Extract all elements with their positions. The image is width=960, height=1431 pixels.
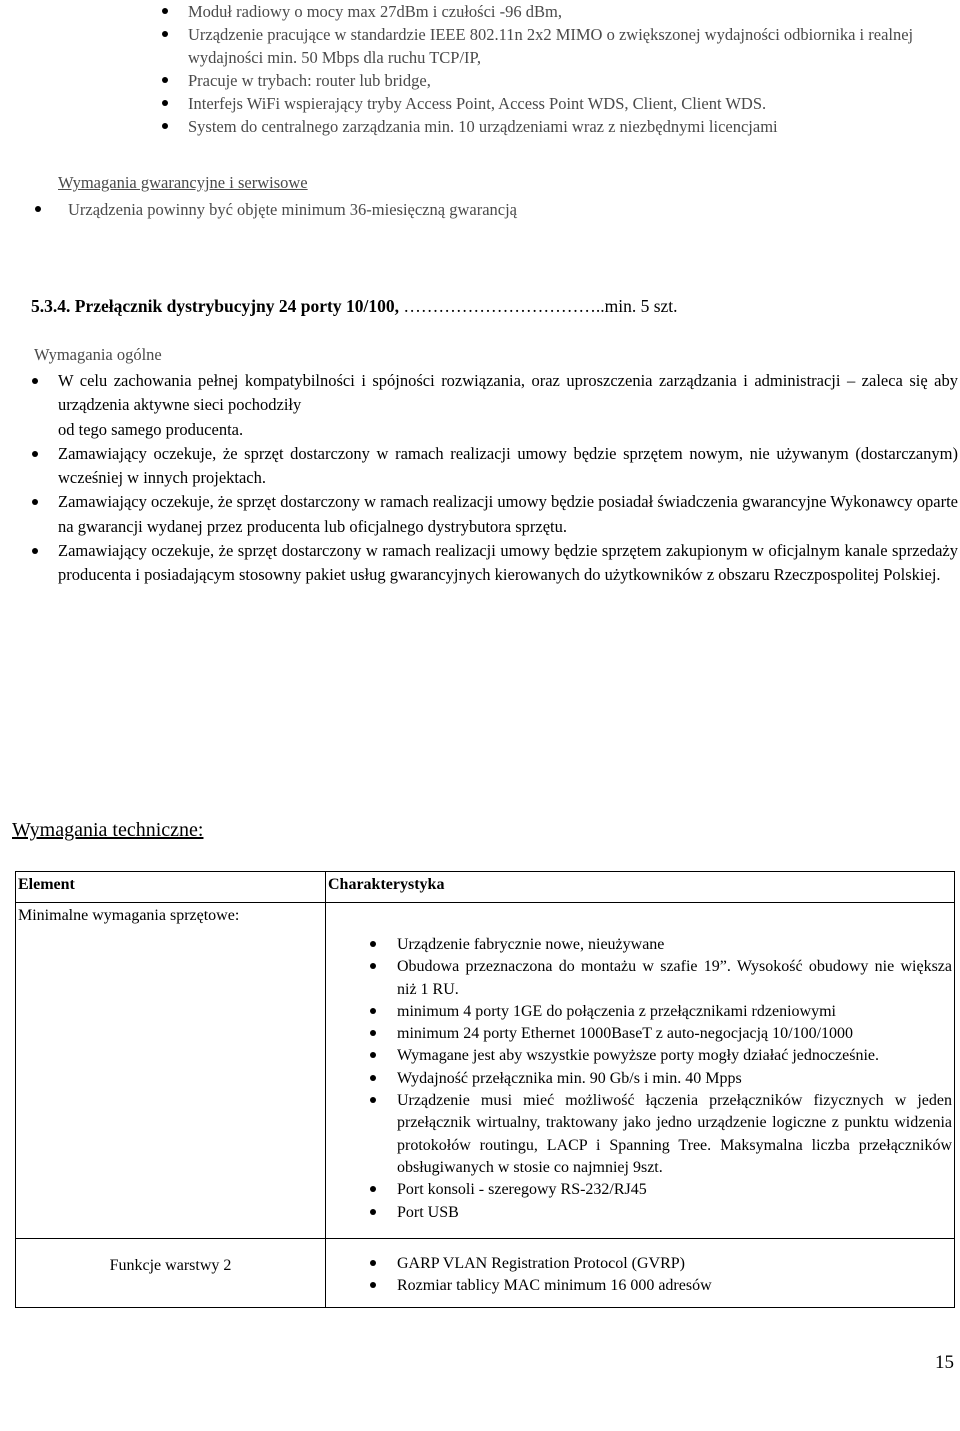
column-header-characteristics: Charakterystyka xyxy=(326,872,955,903)
technical-requirements-heading: Wymagania techniczne: xyxy=(12,819,204,841)
warranty-heading: Wymagania gwarancyjne i serwisowe xyxy=(58,173,308,192)
row-characteristics xyxy=(326,1238,955,1308)
row-element: Minimalne wymagania sprzętowe: xyxy=(16,903,326,1239)
list-item: Zamawiający oczekuje, że sprzęt dostarczony w ramach realizacji umowy będzie sprzętem zakupionym w oficjalnym kanale sprzedaży producenta i posiadającym stosowny pakiet usług gwarancyjnych kierowanych do użytkowników z obszaru Rzeczpospolitej Polskiej. xyxy=(58,539,958,588)
spec-table xyxy=(15,871,955,1308)
list-item: minimum 4 porty 1GE do połączenia z przełącznikami rdzeniowymi xyxy=(397,1001,952,1023)
table-header-row xyxy=(16,872,955,903)
list-item xyxy=(58,369,958,442)
list-item: Urządzenie pracujące w standardzie IEEE 802.11n 2x2 MIMO o zwiększonej wydajności odbiornika i realnej wydajności min. 50 Mbps dla ruchu TCP/IP, xyxy=(188,23,958,69)
column-header-element: Element xyxy=(16,872,326,903)
list-item-continuation: od tego samego producenta. xyxy=(58,419,244,439)
general-requirements-list xyxy=(58,369,958,588)
list-item: Moduł radiowy o mocy max 27dBm i czułości -96 dBm, xyxy=(188,0,958,23)
section-number: 5.3.4. xyxy=(31,296,71,316)
list-item: GARP VLAN Registration Protocol (GVRP) xyxy=(397,1253,952,1275)
page-number: 15 xyxy=(935,1352,954,1373)
list-item: Urządzenie musi mieć możliwość łączenia przełączników fizycznych w jeden przełącznik wirtualny, traktowany jako jedno urządzenie logiczne z punktu widzenia protokołów routingu, LACP i Spanning Tree. Maksymalna liczba przełączników obsługiwanych w stosie co najmniej 9szt. xyxy=(397,1090,952,1179)
warranty-list xyxy=(68,198,948,221)
list-item: Obudowa przeznaczona do montażu w szafie 19”. Wysokość obudowy nie większa niż 1 RU. xyxy=(397,956,952,1001)
section-quantity: ……………………………..min. 5 szt. xyxy=(403,296,678,316)
list-item: Zamawiający oczekuje, że sprzęt dostarczony w ramach realizacji umowy będzie sprzętem nowym, nie używanym (dostarczanym) wcześniej w innych projektach. xyxy=(58,442,958,491)
spec-list xyxy=(326,1239,954,1308)
list-item: Urządzenie fabrycznie nowe, nieużywane xyxy=(397,934,952,956)
list-item: Interfejs WiFi wspierający tryby Access Point, Access Point WDS, Client, Client WDS. xyxy=(188,92,958,115)
spec-list xyxy=(326,903,954,1238)
list-item: Pracuje w trybach: router lub bridge, xyxy=(188,69,958,92)
section-heading xyxy=(31,296,678,317)
section-title: Przełącznik dystrybucyjny 24 porty 10/100, xyxy=(74,296,399,316)
list-item: System do centralnego zarządzania min. 10 urządzeniami wraz z niezbędnymi licencjami xyxy=(188,115,958,138)
list-item: minimum 24 porty Ethernet 1000BaseT z auto-negocjacją 10/100/1000 xyxy=(397,1023,952,1045)
list-item-text: W celu zachowania pełnej kompatybilności i spójności rozwiązania, oraz uproszczenia zarządzania i administracji – zaleca się aby urządzenia aktywne sieci pochodziły xyxy=(58,371,958,415)
row-characteristics xyxy=(326,903,955,1239)
general-requirements-heading: Wymagania ogólne xyxy=(34,345,162,364)
list-item: Port USB xyxy=(397,1202,952,1224)
list-item: Wydajność przełącznika min. 90 Gb/s i min. 40 Mpps xyxy=(397,1068,952,1090)
list-item: Wymagane jest aby wszystkie powyższe porty mogły działać jednocześnie. xyxy=(397,1045,952,1067)
top-bullet-list xyxy=(188,0,958,138)
list-item: Rozmiar tablicy MAC minimum 16 000 adresów xyxy=(397,1275,952,1297)
table-row xyxy=(16,903,955,1239)
table-row xyxy=(16,1238,955,1308)
list-item: Port konsoli - szeregowy RS-232/RJ45 xyxy=(397,1179,952,1201)
list-item: Zamawiający oczekuje, że sprzęt dostarczony w ramach realizacji umowy będzie posiadał świadczenia gwarancyjne Wykonawcy oparte na gwarancji wydanej przez producenta lub oficjalnego dystrybutora sprzętu. xyxy=(58,490,958,539)
row-element: Funkcje warstwy 2 xyxy=(16,1238,326,1308)
list-item: Urządzenia powinny być objęte minimum 36-miesięczną gwarancją xyxy=(68,198,948,221)
